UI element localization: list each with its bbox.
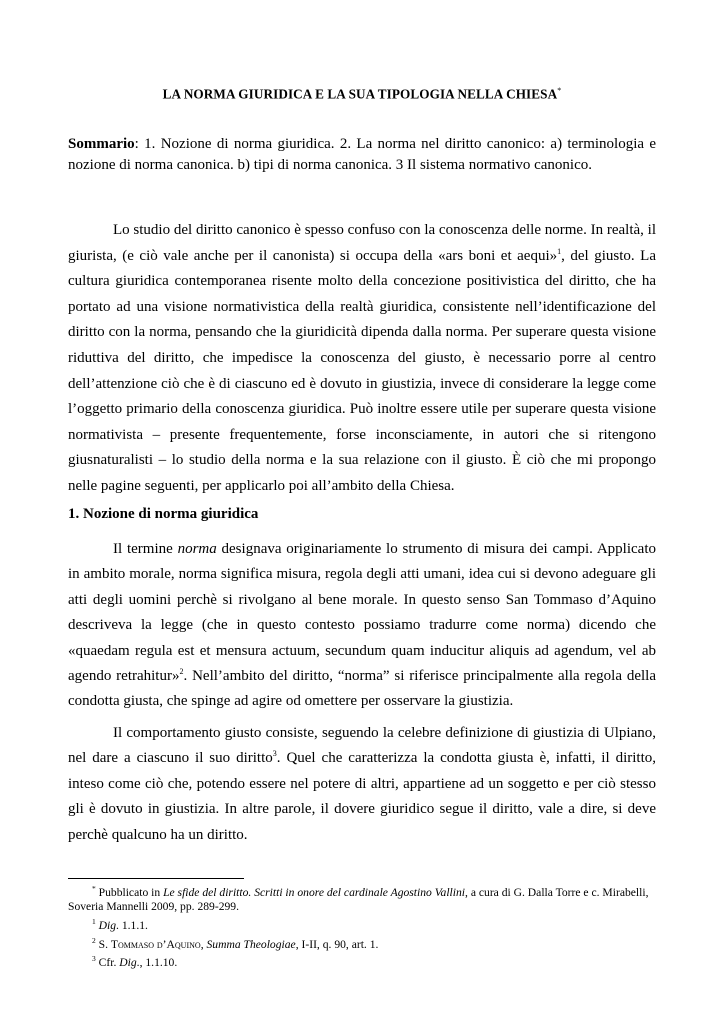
footnote-source: Summa Theologiae <box>206 937 296 951</box>
footnote-mark: 2 <box>92 935 96 945</box>
footnote-1 <box>68 915 656 933</box>
summary <box>68 134 656 176</box>
footnote-book-title: Le sfide del diritto. Scritti in onore del cardinale Agostino Vallini <box>163 885 466 899</box>
footnote-divider <box>68 878 244 879</box>
paragraph <box>68 721 656 848</box>
section1-paragraph-2 <box>68 721 656 848</box>
footnote-mark: 3 <box>92 953 96 963</box>
footnote-source: Dig <box>98 918 117 932</box>
footnote-mark: 1 <box>92 917 96 927</box>
footnote-text: . 1.1.1. <box>116 918 148 932</box>
intro-text-b: , del giusto. La cultura giuridica contemporanea risente molto della concezione positivistica del diritto, che ha portato ad una visione normativistica della realtà giuridica, consistente nell’identificazione del diritto con la norma, pensando che la giuridicità dipenda dalla norma. Per superare questa visione riduttiva del diritto, che impedisce la conoscenza del giusto, è necessario porre al centro dell’attenzione ciò che è di ciascuno ed è dovuto in giustizia, invece di considerare la legge come l’oggetto primario della conoscenza giuridica. Può inoltre essere utile per superare questa visione normativista – presente frequentemente, forse inconsciamente, in autori che si ritengono giusnaturalisti – lo studio della norma e la sua relazione con il giusto. È ciò che mi propongo nelle pagine seguenti, per applicarlo poi all’ambito della Chiesa. <box>68 247 656 494</box>
p2-text-a: Il comportamento giusto consiste, seguendo la celebre definizione di giustizia di Ulpiano, nel dare a ciascuno il suo diritto <box>68 725 656 767</box>
footnote-star <box>68 882 656 915</box>
intro-paragraph <box>68 218 656 500</box>
p1-text-c: . Nell’ambito del diritto, “norma” si riferisce principalmente alla regola della condotta giusta, che spinge ad agire od omettere per osservare la giustizia. <box>68 668 657 710</box>
intro-section <box>68 218 656 500</box>
intro-text-a: Lo studio del diritto canonico è spesso confuso con la conoscenza delle norme. In realtà, il giurista, (e ciò vale anche per il canonista) si occupa della «ars boni et aequi» <box>68 222 656 264</box>
footnote-text: S. <box>98 937 111 951</box>
footnote-text: , <box>200 937 207 951</box>
section1-paragraph-1 <box>68 537 656 715</box>
footnote-text: ., 1.1.10. <box>136 955 178 969</box>
paragraph <box>68 537 656 715</box>
footnote-text: Pubblicato in <box>95 885 164 899</box>
footnote-text: , a cura di G. Dalla Torre e c. Mirabelli, Soveria Mannelli 2009, pp. 289-299. <box>68 885 649 914</box>
paper-title <box>0 86 724 102</box>
p1-text-b: designava originariamente lo strumento di misura dei campi. Applicato in ambito morale, norma significa misura, regola degli atti umani, idea cui si devono adeguare gli atti degli uomini perchè si rivolgano al bene morale. In questo senso San Tommaso d’Aquino descriveva la legge (che in questo contesto possiamo tradurre come norma) dicendo che «quaedam regula est et mensura actuum, secundum quam inducitur aliquis ad agendum, vel ab agendo retrahitur» <box>68 541 656 685</box>
footnote-mark: * <box>92 884 96 893</box>
p1-text-a: Il termine <box>113 541 178 557</box>
footnote-ref-3: 3 <box>272 749 277 759</box>
footnotes <box>68 882 656 970</box>
footnote-text: Cfr. <box>98 955 120 969</box>
footnote-author: Tommaso d’Aquino <box>110 937 201 951</box>
p1-emphasis: norma <box>177 541 217 557</box>
title-text: LA NORMA GIURIDICA E LA SUA TIPOLOGIA NELLA CHIESA <box>162 86 558 102</box>
p2-text-b: . Quel che caratterizza la condotta giusta è, infatti, il diritto, inteso come ciò che, potendo essere nel potere di altri, appartiene ad un soggetto e per ciò stesso gli è dovuto in giustizia. In altre parole, il dovere giuridico segue il diritto, vale a dire, si deve perchè qualcuno ha un diritto. <box>68 750 657 843</box>
footnote-source: Dig <box>119 955 137 969</box>
section-heading: 1. Nozione di norma giuridica <box>68 506 259 522</box>
footnote-ref-1: 1 <box>557 246 562 256</box>
footnote-ref-2: 2 <box>179 667 184 677</box>
summary-label: Sommario <box>68 136 135 152</box>
title-footnote-mark: * <box>557 86 562 95</box>
footnote-3 <box>68 952 656 970</box>
summary-text: : 1. Nozione di norma giuridica. 2. La norma nel diritto canonico: a) terminologia e nozione di norma canonica. b) tipi di norma canonica. 3 Il sistema normativo canonico. <box>68 136 656 173</box>
footnote-text: , I-II, q. 90, art. 1. <box>295 937 379 951</box>
footnote-2 <box>68 934 656 952</box>
